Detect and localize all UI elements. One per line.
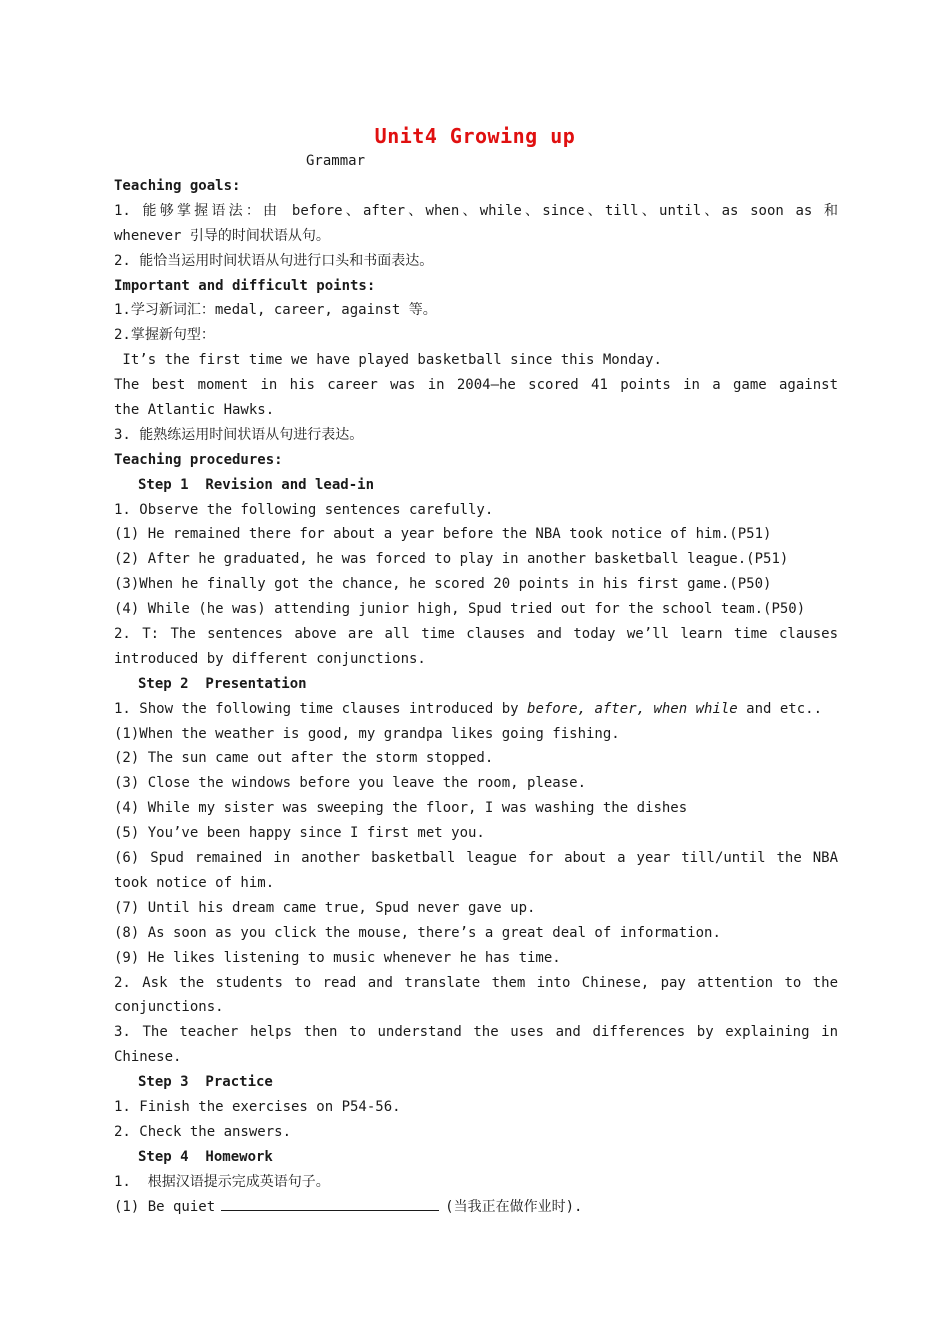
text-line: 2. Check the answers. (114, 1123, 292, 1140)
text-line: (1) He remained there for about a year before the NBA took notice of him.(P51) (114, 526, 772, 543)
text-line: 3. The teacher helps then to understand the uses and differences by explaining in (114, 1024, 838, 1041)
text-line: It’s the first time we have played basketball since this Monday. (114, 352, 662, 369)
text-line: 1. Observe the following sentences carefully. (114, 501, 494, 518)
text-line: (6) Spud remained in another basketball league for about a year till/until the NBA (114, 850, 838, 867)
text-segment: (1) Be quiet (114, 1198, 216, 1215)
text-segment: (当我正在做作业时). (445, 1198, 583, 1215)
text-line: The best moment in his career was in 2004—he scored 41 points in a game against (114, 377, 838, 394)
text-line: 1. Finish the exercises on P54-56. (114, 1098, 401, 1115)
text-line: introduced by different conjunctions. (114, 650, 426, 667)
step-heading: Step 4 Homework (138, 1148, 273, 1165)
text-line: (1)When the weather is good, my grandpa likes going fishing. (114, 725, 620, 742)
text-line: took notice of him. (114, 874, 275, 891)
text-line: (4) While (he was) attending junior high, Spud tried out for the school team.(P50) (114, 601, 806, 618)
text-line: (2) The sun came out after the storm stopped. (114, 750, 494, 767)
section-heading: Teaching goals: (114, 178, 241, 194)
section-heading: Teaching procedures: (114, 451, 283, 468)
text-segment: 1. Show the following time clauses introduced by (114, 700, 528, 717)
step-heading: Step 2 Presentation (138, 675, 307, 692)
text-line: (3) Close the windows before you leave the room, please. (114, 775, 587, 792)
text-line: (2) After he graduated, he was forced to play in another basketball league.(P51) (114, 551, 789, 568)
text-line: 1.学习新词汇：medal, career, against 等。 (114, 302, 437, 319)
document-body (114, 174, 838, 1219)
text-line: (4) While my sister was sweeping the floor, I was washing the dishes (114, 800, 688, 817)
step-heading: Step 1 Revision and lead-in (138, 476, 375, 493)
page-title: Unit4 Growing up (374, 124, 576, 148)
answer-blank[interactable] (221, 1196, 439, 1211)
text-line: 2. Ask the students to read and translate them into Chinese, pay attention to the (114, 974, 838, 991)
text-line: 3. 能熟练运用时间状语从句进行表达。 (114, 426, 364, 443)
text-line: the Atlantic Hawks. (114, 402, 275, 419)
text-line (114, 1195, 838, 1220)
text-line: 1. 根据汉语提示完成英语句子。 (114, 1173, 330, 1190)
text-line (114, 697, 838, 722)
text-line: whenever 引导的时间状语从句。 (114, 227, 330, 244)
page-subtitle: Grammar (306, 153, 366, 169)
text-line: (7) Until his dream came true, Spud never gave up. (114, 899, 536, 916)
text-line: 1. 能够掌握语法：由 before、after、when、while、since、till、until、as soon as 和 (114, 202, 838, 219)
text-segment: and etc.. (737, 700, 823, 717)
text-line: conjunctions. (114, 999, 224, 1016)
text-line: (5) You’ve been happy since I first met you. (114, 825, 485, 842)
text-line: 2. T: The sentences above are all time clauses and today we’ll learn time clauses (114, 626, 838, 643)
text-line: (8) As soon as you click the mouse, there’s a great deal of information. (114, 924, 721, 941)
section-heading: Important and difficult points: (114, 277, 376, 294)
italic-conjunctions: before, after, when while (527, 700, 738, 717)
text-line: (9) He likes listening to music whenever he has time. (114, 949, 561, 966)
text-line: 2.掌握新句型： (114, 327, 215, 344)
text-line: 2. 能恰当运用时间状语从句进行口头和书面表达。 (114, 252, 434, 269)
text-line: Chinese. (114, 1049, 182, 1066)
step-heading: Step 3 Practice (138, 1074, 273, 1091)
text-line: (3)When he finally got the chance, he scored 20 points in his first game.(P50) (114, 576, 772, 593)
